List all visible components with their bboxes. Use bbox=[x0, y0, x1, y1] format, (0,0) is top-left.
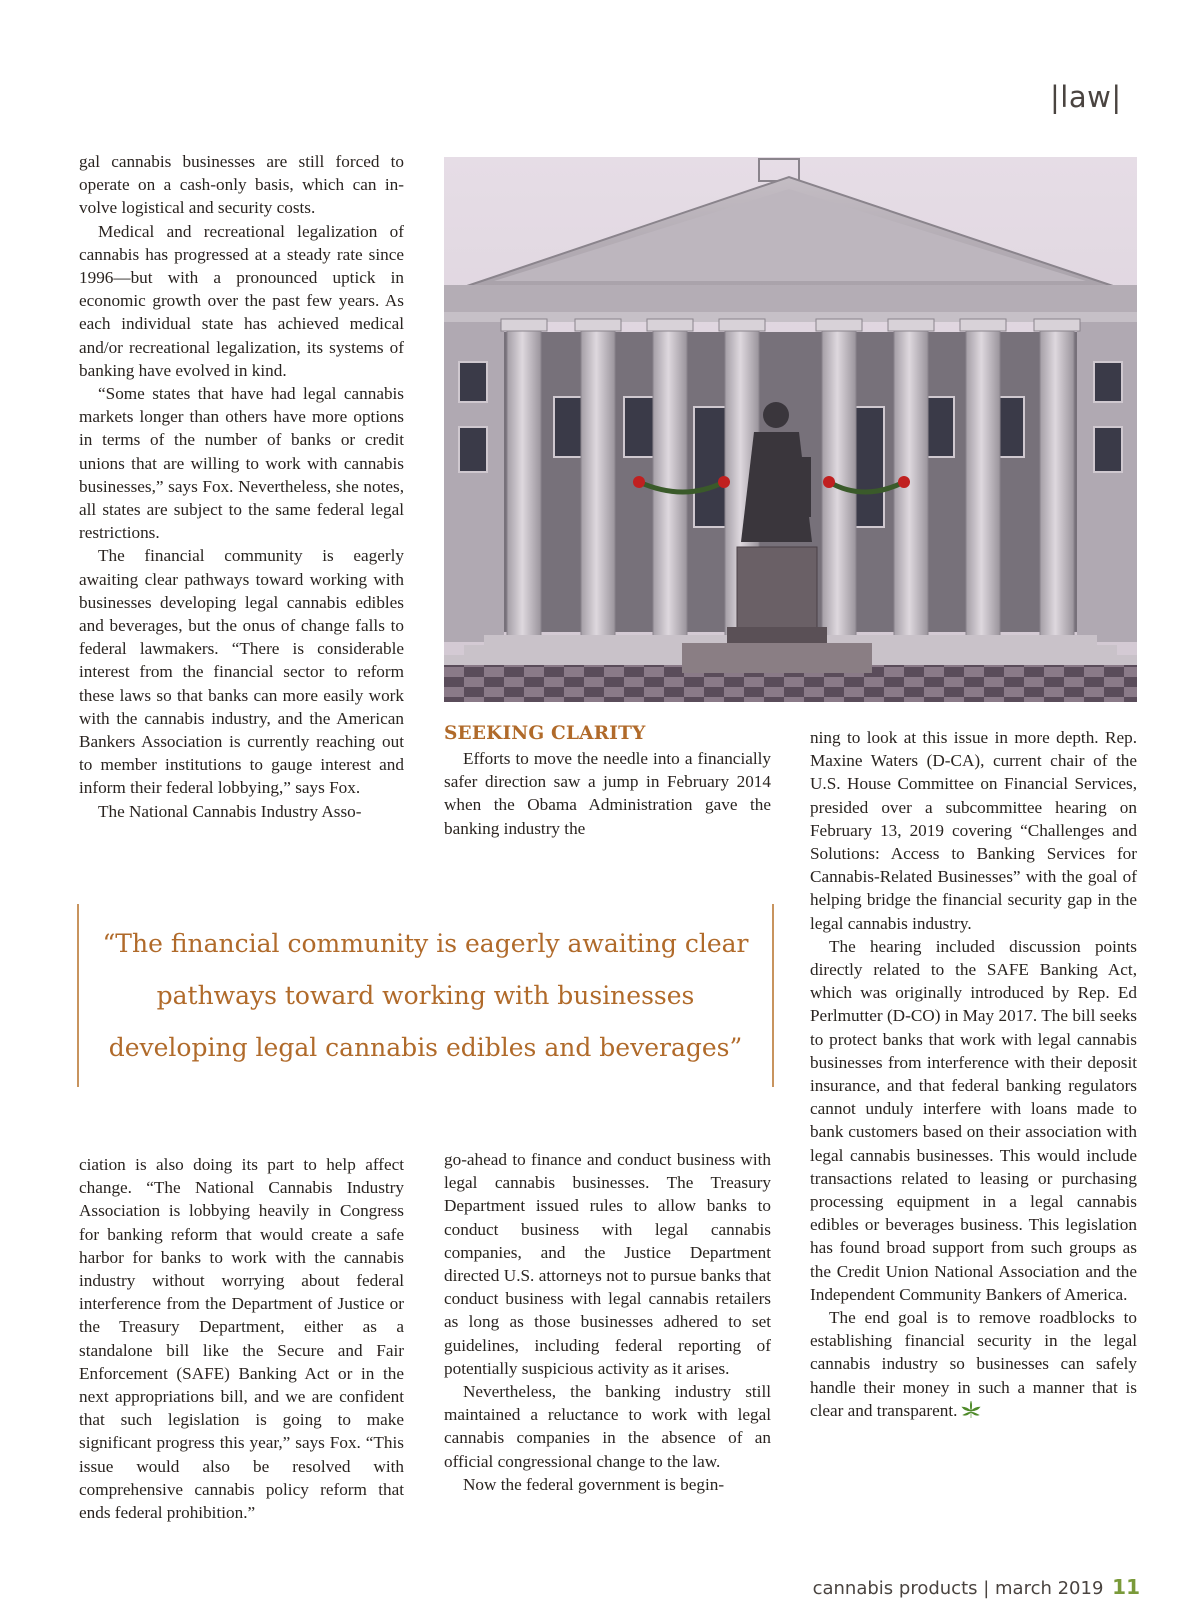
footer-publication: cannabis products | march 2019 bbox=[812, 1578, 1104, 1599]
section-subhead: SEEKING CLARITY bbox=[444, 723, 646, 744]
paragraph: The National Cannabis Industry Asso- bbox=[98, 801, 362, 821]
cannabis-leaf-icon bbox=[961, 1401, 981, 1419]
paragraph: Now the federal government is begin- bbox=[463, 1474, 725, 1494]
article-column-1 bbox=[79, 150, 404, 823]
paragraph: The financial community is eagerly awaiting clear pathways toward working with businesses developing legal cannabis edibles and beverages, but the onus of change falls to federal lawmakers. “There is considerable interest from the financial sector to reform these laws so that banks can more easily work with the cannabis industry, and the American Bankers Association is currently reaching out to member institutions to gauge interest and inform their federal lobbying,” says Fox. bbox=[79, 546, 404, 798]
article-column-3 bbox=[810, 726, 1137, 1422]
paragraph-final: The end goal is to remove roadblocks to establishing financial security in the legal cannabis industry so businesses can safely handle their money in such a manner that is clear and transparent. bbox=[810, 1308, 1137, 1420]
pull-quote-text: “The financial community is eagerly awaiting clear pathways toward working with businesses developing legal cannabis edibles and beverages” bbox=[102, 928, 749, 1062]
paragraph: Nevertheless, the banking industry still maintained a reluctance to work with legal cannabis companies in the absence of an official congressional change to the law. bbox=[444, 1382, 771, 1471]
article-column-2-bottom bbox=[444, 1148, 771, 1496]
paragraph: Medical and recreational legalization of cannabis has progressed at a steady rate since 1996—but with a pronounced uptick in economic growth over the past few years. As each individual state has achieved medical and/or recreational legalization, its systems of banking have evolved in kind. bbox=[79, 221, 404, 380]
pull-quote bbox=[77, 904, 774, 1087]
article-column-2-top bbox=[444, 722, 771, 840]
paragraph: Efforts to move the needle into a financially safer direction saw a jump in February 2014 when the Obama Administration gave the banking industry the bbox=[444, 749, 771, 838]
section-tag: |law| bbox=[1050, 80, 1122, 114]
paragraph: gal cannabis businesses are still forced to operate on a cash-only basis, which can involve logistical and security costs. bbox=[79, 152, 404, 218]
paragraph: “Some states that have had legal cannabis markets longer than others have more options in terms of the number of banks or credit unions that are willing to work with cannabis businesses,” says Fox. Nevertheless, she notes, all states are subject to the same federal legal restrictions. bbox=[79, 384, 404, 543]
paragraph: ciation is also doing its part to help affect change. “The National Cannabis Industry Association is lobbying heavily in Congress for banking reform that would create a safe harbor for banks to work with the cannabis industry without worrying about federal interference from the Department of Justice or the Treasury Department, either as a standalone bill like the Secure and Fair Enforcement (SAFE) Banking Act or in the next appropriations bill, and we are confident that such legislation is going to make significant progress this year,” says Fox. “This issue would also be resolved with comprehensive cannabis policy reform that ends federal prohibition.” bbox=[79, 1155, 404, 1523]
article-column-1-bottom bbox=[79, 1153, 404, 1524]
treasury-building-photo bbox=[444, 157, 1137, 702]
building-illustration bbox=[444, 157, 1137, 702]
paragraph: The hearing included discussion points directly related to the SAFE Banking Act, which was originally introduced by Rep. Ed Perlmutter (D-CO) in May 2017. The bill seeks to protect banks that work with legal cannabis businesses from interference with their deposit insurance, and that federal banking regulators cannot unduly interfere with loans made to bank customers based on their association with legal cannabis businesses. This would include transactions related to leasing or purchasing processing equipment in a legal cannabis edibles or beverages business. This legislation has found broad support from such groups as the Credit Union National Association and the Independent Community Bankers of America. bbox=[810, 936, 1137, 1304]
paragraph: ning to look at this issue in more depth. Rep. Maxine Waters (D-CA), current chair of the U.S. House Committee on Financial Services, presided over a subcommittee hearing on February 13, 2019 covering “Challenges and Solutions: Access to Banking Services for Cannabis-Related Businesses” with the goal of helping bridge the financial security gap in the legal cannabis industry. bbox=[810, 728, 1137, 933]
page-footer bbox=[700, 1575, 1140, 1599]
paragraph: go-ahead to finance and conduct business with legal cannabis businesses. The Treasury Department issued rules to allow banks to conduct business with legal cannabis companies, and the Justice Department directed U.S. attorneys not to pursue banks that conduct business with legal cannabis retailers as long as those businesses adhered to set guidelines, including federal reporting of potentially suspicious activity as it arises. bbox=[444, 1150, 771, 1378]
page-number: 11 bbox=[1112, 1575, 1140, 1599]
